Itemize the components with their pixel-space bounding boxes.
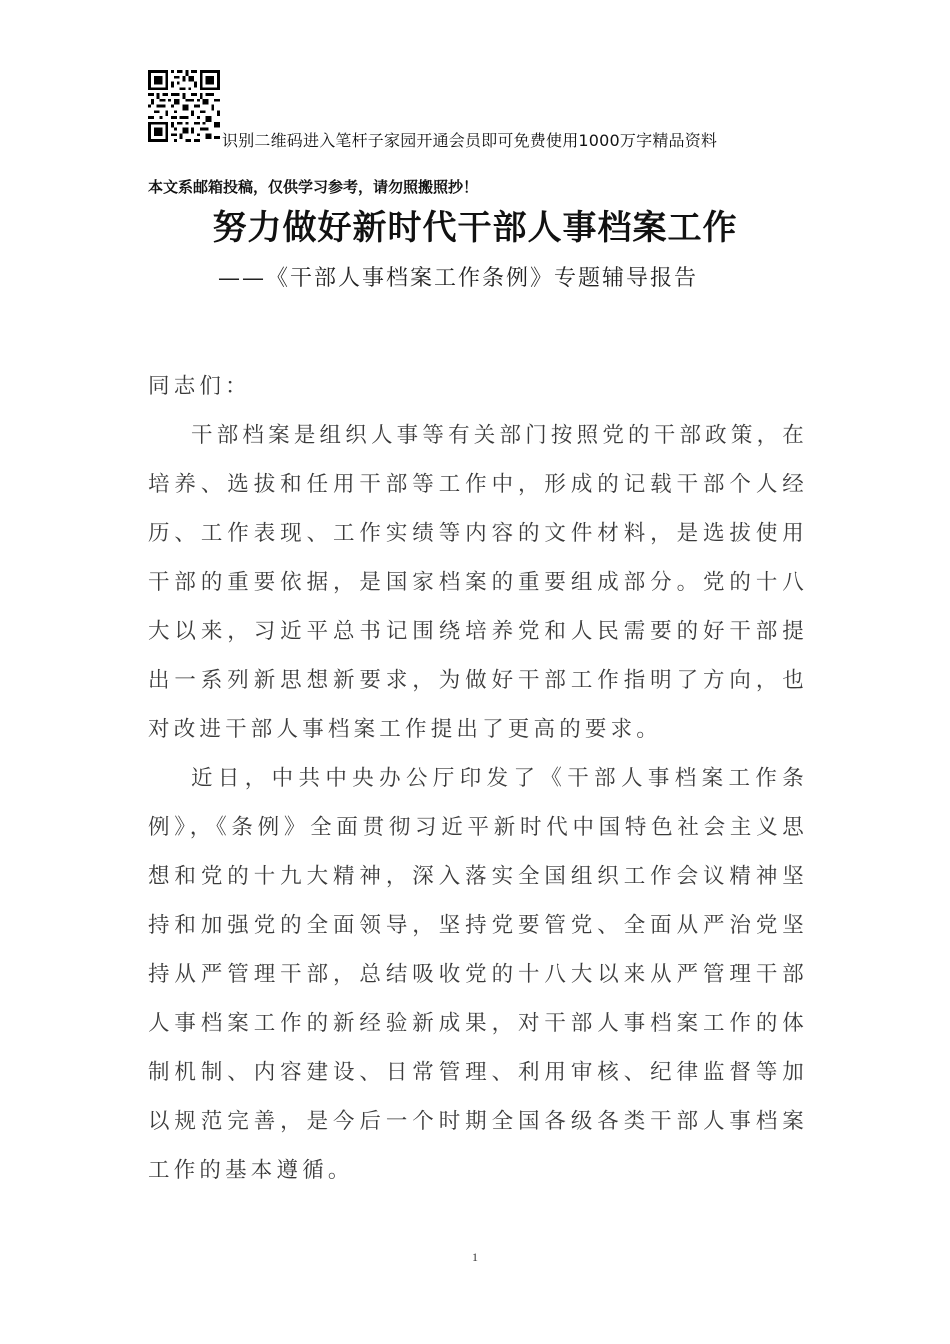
qr-code-icon[interactable] [148,70,220,142]
page-number: 1 [472,1250,478,1264]
document-subtitle: ——《干部人事档案工作条例》专题辅导报告 [218,266,699,291]
document-title: 努力做好新时代干部人事档案工作 [212,208,738,248]
salutation: 同志们： [148,374,251,399]
document-body [148,362,808,1195]
promo-text: 识别二维码进入笔杆子家园开通会员即可免费使用1000万字精品资料 [222,131,718,150]
body-paragraph: 近日，中共中央办公厅印发了《干部人事档案工作条例》，《条例》全面贯彻习近平新时代中国特色社会主义思想和党的十九大精神，深入落实全国组织工作会议精神坚持和加强党的全面领导，坚持党要管党、全面从严治党坚持从严管理干部，总结吸收党的十八大以来从严管理干部人事档案工作的新经验新成果，对干部人事档案工作的体制机制、内容建设、日常管理、利用审核、纪律监督等加以规范完善，是今后一个时期全国各级各类干部人事档案工作的基本遵循。 [148,766,808,1183]
body-paragraph: 干部档案是组织人事等有关部门按照党的干部政策，在培养、选拔和任用干部等工作中，形成的记载干部个人经历、工作表现、工作实绩等内容的文件材料，是选拔使用干部的重要依据，是国家档案的重要组成部分。党的十八大以来，习近平总书记围绕培养党和人民需要的好干部提出一系列新思想新要求，为做好干部工作指明了方向，也对改进干部人事档案工作提出了更高的要求。 [148,423,808,742]
submission-notice: 本文系邮箱投稿，仅供学习参考，请勿照搬照抄！ [148,178,479,196]
